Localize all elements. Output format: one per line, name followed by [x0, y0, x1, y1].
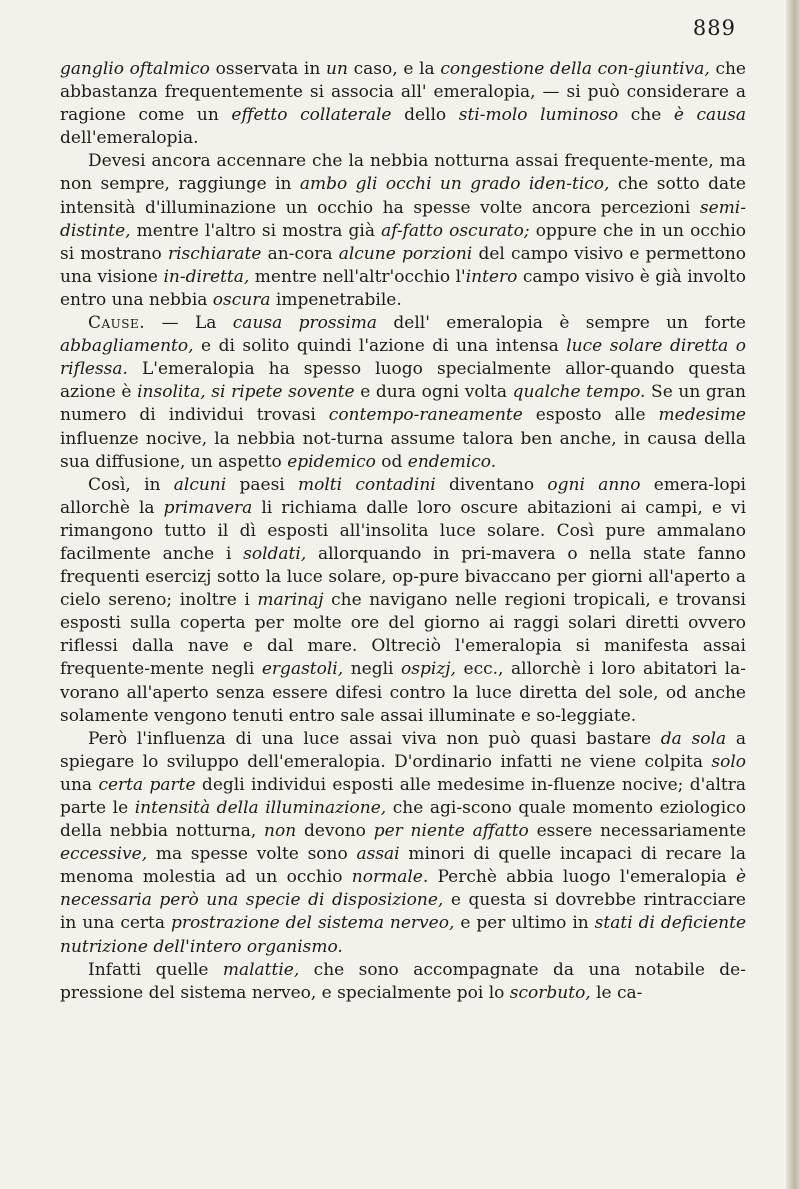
text-run: osservata in	[209, 59, 327, 79]
text-run: allorquando in pri-mavera o nella state fanno frequenti esercizj sotto la luce solare, op-pure bivaccano per giorni all'aperto a cielo sereno; inoltre i	[60, 543, 747, 611]
text-run: mentre l'altro si mostra già	[130, 220, 382, 241]
italic-text: eccessive,	[60, 844, 148, 865]
text-run: diventano	[435, 474, 548, 495]
text-run: e dura ogni volta	[354, 382, 513, 403]
text-run: an-cora	[261, 243, 339, 264]
text-run: ecc., allorchè i loro abitatori la-vorano all'aperto senza essere difesi contro la luce diretta del sole, od anche solamente vengono tenuti entro sale assai illuminate e so-leggiate.	[60, 659, 746, 726]
italic-text: congestione della con-giuntiva,	[440, 59, 710, 79]
text-run: degli individui esposti alle medesime in-fluenze nocive; d'altra parte le	[60, 774, 747, 818]
text-run: od	[375, 451, 408, 472]
text-run: campo visivo è già involto entro una nebbia	[60, 266, 746, 310]
text-run: del campo visivo e permettono una visione	[60, 243, 747, 287]
italic-text: semi-distinte,	[60, 197, 746, 241]
text-run: che agi-scono quale momento eziologico della nebbia notturna,	[60, 798, 747, 842]
italic-text: malattie,	[222, 959, 300, 980]
italic-text: molti contadini	[298, 474, 436, 495]
text-run: mentre nell'altr'occhio l'	[249, 266, 466, 287]
italic-text: effetto collaterale	[231, 105, 392, 126]
page-number: 889	[692, 16, 736, 40]
italic-text: normale.	[351, 867, 429, 888]
text-run: caso, e la	[347, 59, 441, 79]
text-run: devono	[296, 821, 374, 842]
section-heading: Cause.	[88, 313, 146, 334]
paragraph-p5	[60, 728, 746, 959]
text-run: che abbastanza frequentemente si associa all' emeralopia, — si può considerare a ragione come un	[60, 59, 746, 126]
text-run: dell' emeralopia è sempre un forte	[377, 313, 746, 334]
italic-text: qualche tempo.	[512, 382, 646, 403]
italic-text: per niente affatto	[373, 821, 529, 842]
italic-text: in-diretta,	[163, 266, 250, 287]
text-run: le ca-	[590, 982, 643, 1003]
italic-text: da sola	[660, 728, 727, 749]
italic-text: alcune porzioni	[338, 243, 473, 264]
text-run: dell'emeralopia.	[60, 128, 199, 149]
italic-text: ospizj,	[401, 659, 456, 680]
italic-text: epidemico	[287, 451, 376, 472]
body-text	[60, 58, 746, 1005]
italic-text: luce solare diretta o riflessa.	[60, 336, 746, 380]
italic-text: marinaj	[257, 590, 324, 611]
text-run: — La	[145, 313, 233, 334]
italic-text: intero	[465, 266, 518, 287]
text-run: paesi	[226, 474, 299, 495]
italic-text: ganglio oftalmico	[60, 59, 210, 79]
italic-text: alcuni	[173, 474, 227, 495]
text-run: impenetrabile.	[270, 289, 402, 310]
text-run: e questa si dovrebbe rintracciare in una certa	[60, 890, 746, 934]
italic-text: solo	[711, 751, 746, 772]
italic-text: rischiarate	[167, 243, 262, 264]
text-run: negli	[343, 659, 402, 680]
paragraph-p1	[60, 58, 746, 150]
italic-text: non	[264, 821, 297, 842]
text-run: oppure che in un occhio si mostrano	[60, 220, 747, 264]
text-run: influenze nocive, la nebbia not-turna assume talora ben anche, in causa della sua diffusione, un aspetto	[60, 428, 746, 472]
italic-text: ergastoli,	[261, 659, 344, 680]
text-run: esposto alle	[522, 405, 659, 426]
text-run: ma spesse volte sono	[147, 844, 357, 865]
text-run: Così, in	[88, 474, 174, 495]
text-run: che sotto date intensità d'illuminazione un occhio ha spesse volte ancora percezioni	[60, 174, 746, 218]
text-run: L'emeralopia ha spesso luogo specialmente allor-quando questa azione è	[60, 359, 746, 403]
italic-text: causa prossima	[232, 313, 378, 334]
italic-text: assai	[356, 844, 400, 865]
italic-text: è necessaria però una specie di disposizione,	[60, 867, 746, 911]
italic-text: intensità della illuminazione,	[134, 798, 387, 818]
italic-text: è causa	[673, 105, 747, 126]
italic-text: ambo gli occhi un grado iden-tico,	[299, 174, 610, 195]
text-run: minori di quelle incapaci di recare la menoma molestia ad un occhio	[60, 844, 747, 888]
text-run: Se un gran numero di individui trovasi	[60, 382, 746, 426]
italic-text: medesime	[658, 405, 746, 426]
italic-text: scorbuto,	[509, 982, 591, 1003]
italic-text: un	[326, 59, 348, 79]
paragraph-p4	[60, 474, 746, 728]
text-run: Però l'influenza di una luce assai viva non può quasi bastare	[88, 728, 661, 749]
text-run: e di solito quindi l'azione di una intensa	[193, 336, 567, 357]
italic-text: prostrazione del sistema nerveo,	[170, 913, 455, 934]
text-run: e per ultimo in	[454, 913, 595, 934]
italic-text: af-fatto oscurato;	[381, 220, 530, 241]
italic-text: contempo-raneamente	[328, 405, 523, 426]
text-run: Perchè abbia luogo l'emeralopia	[428, 867, 736, 888]
italic-text: stati di deficiente nutrizione dell'intero organismo.	[60, 913, 746, 957]
text-run: Devesi ancora accennare che la nebbia notturna assai frequente-mente, ma non sempre, raggiunge in	[60, 151, 746, 195]
italic-text: insolita, si ripete sovente	[137, 382, 355, 403]
text-run: che sono accompagnate da una notabile de-pressione del sistema nerveo, e specialmente poi lo	[60, 959, 746, 1003]
italic-text: oscura	[212, 289, 271, 310]
page-edge	[786, 0, 800, 1189]
italic-text: certa parte	[98, 774, 196, 795]
italic-text: abbagliamento,	[60, 336, 194, 357]
paragraph-p3	[60, 312, 746, 474]
text-run: una	[60, 774, 99, 795]
text-run: Infatti quelle	[88, 959, 223, 980]
italic-text: sti-molo luminoso	[458, 105, 619, 126]
paragraph-p6	[60, 959, 746, 1005]
text-run: a spiegare lo sviluppo dell'emeralopia. D'ordinario infatti ne viene colpita	[60, 728, 747, 772]
text-run: essere necessariamente	[528, 821, 747, 842]
italic-text: primavera	[163, 497, 253, 518]
paragraph-p2	[60, 150, 746, 312]
text-run: li richiama dalle loro oscure abitazioni ai campi, e vi rimangono tutto il dì esposti all'insolita luce solare. Così pure ammalano facilmente anche i	[60, 497, 747, 564]
italic-text: endemico.	[407, 451, 497, 472]
italic-text: ogni anno	[547, 474, 641, 495]
text-run: che	[618, 105, 674, 126]
text-run: emera-lopi allorchè la	[60, 474, 746, 518]
text-run: dello	[391, 105, 459, 126]
italic-text: soldati,	[243, 543, 307, 564]
text-run: che navigano nelle regioni tropicali, e trovansi esposti sulla coperta per molte ore del giorno ai raggi solari diretti ovvero riflessi dalla nave e dal mare. Oltreciò l'emeralopia si manifesta assai frequente-mente negli	[60, 590, 746, 680]
